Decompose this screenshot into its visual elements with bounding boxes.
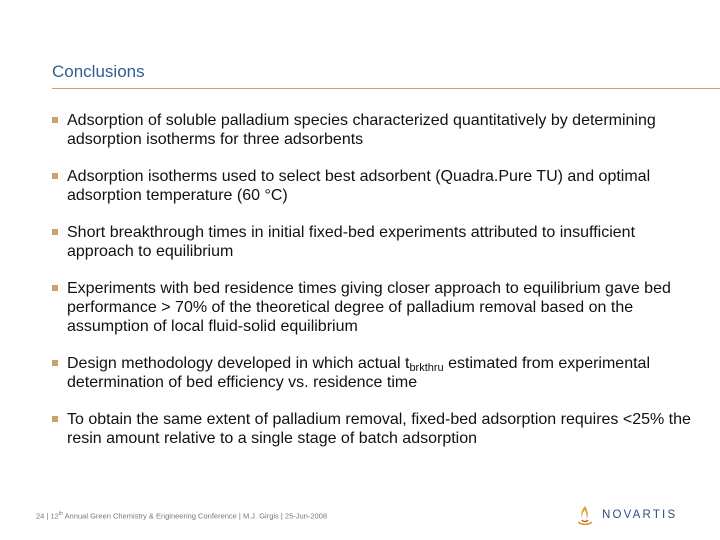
page-number: 24 bbox=[36, 511, 45, 521]
square-bullet-icon bbox=[52, 285, 58, 291]
bullet-item bbox=[52, 279, 702, 336]
bullet-text-post: estimated from experimental determination of bed efficiency vs. residence time bbox=[67, 355, 650, 391]
title-divider bbox=[52, 88, 720, 89]
slide-title: Conclusions bbox=[52, 62, 145, 81]
logo-text: NOVARTIS bbox=[602, 509, 678, 521]
footer-superscript: th bbox=[58, 511, 63, 517]
square-bullet-icon bbox=[52, 173, 58, 179]
bullet-subscript: brkthru bbox=[409, 362, 444, 374]
bullet-text: Adsorption of soluble palladium species characterized quantitatively by determining adsorption isotherms for three adsorbents bbox=[67, 112, 656, 148]
novartis-flame-icon bbox=[574, 504, 596, 526]
novartis-logo bbox=[574, 503, 677, 527]
bullet-text: Experiments with bed residence times giving closer approach to equilibrium gave bed performance > 70% of the theoretical degree of palladium removal based on the assumption of local fluid-solid equilibrium bbox=[67, 280, 671, 335]
square-bullet-icon bbox=[52, 360, 58, 366]
footer-text-post: Annual Green Chemistry & Engineering Conference | M.J. Girgis | 25-Jun-2008 bbox=[62, 511, 328, 521]
bullet-text: To obtain the same extent of palladium removal, fixed-bed adsorption requires <25% the resin amount relative to a single stage of batch adsorption bbox=[67, 411, 691, 447]
bullet-item bbox=[52, 167, 702, 205]
bullet-text: Short breakthrough times in initial fixed-bed experiments attributed to insufficient approach to equilibrium bbox=[67, 224, 636, 260]
square-bullet-icon bbox=[52, 416, 58, 422]
footer-text-pre: | 12 bbox=[44, 511, 59, 521]
bullet-text-pre: Design methodology developed in which actual t bbox=[67, 355, 410, 372]
bullet-item bbox=[52, 354, 702, 392]
square-bullet-icon bbox=[52, 229, 58, 235]
bullet-text: Adsorption isotherms used to select best adsorbent (Quadra.Pure TU) and optimal adsorption temperature (60 °C) bbox=[67, 168, 651, 204]
bullet-item bbox=[52, 111, 702, 149]
bullet-list bbox=[52, 111, 702, 448]
square-bullet-icon bbox=[52, 117, 58, 123]
slide-footer bbox=[36, 511, 327, 521]
bullet-item bbox=[52, 410, 702, 448]
bullet-item bbox=[52, 223, 702, 261]
